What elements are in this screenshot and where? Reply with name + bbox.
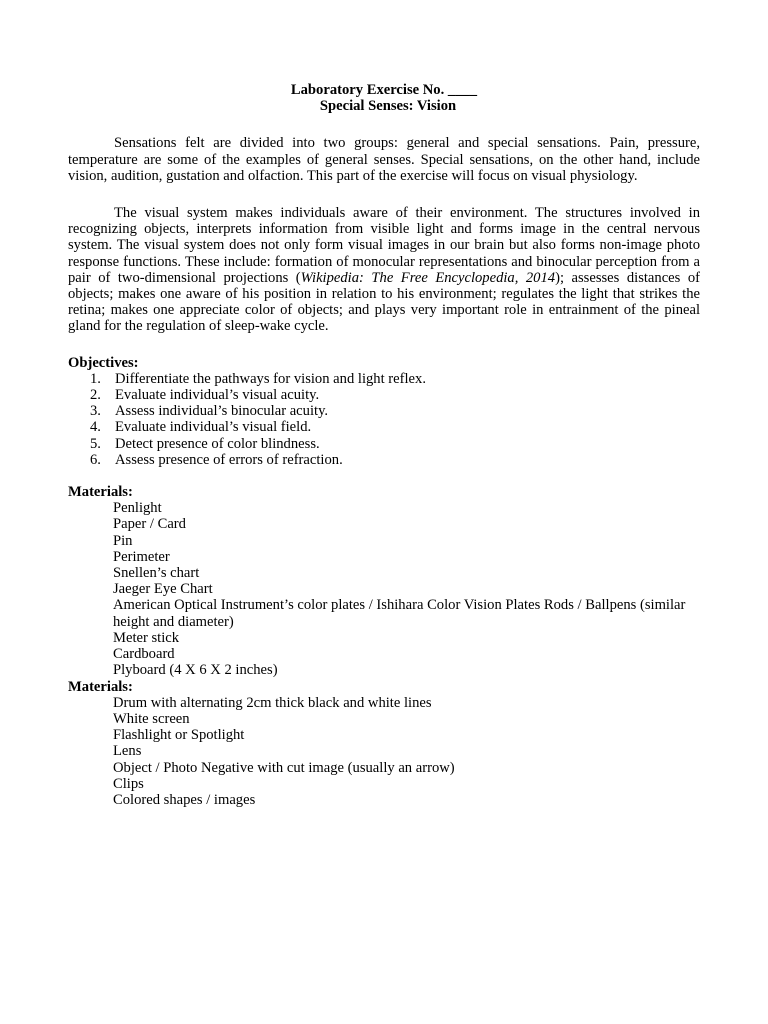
- objective-item: [68, 436, 700, 452]
- material-item: Clips: [113, 775, 144, 792]
- exercise-number-title: Laboratory Exercise No. ____: [290, 82, 478, 98]
- material-item: Penlight: [113, 500, 162, 517]
- visual-system-text-start: The visual system makes individuals aware of their environment. The structures involved in recognizing objects, interprets information from visible light and forms image in the central nervous system. The visual system does not only form visual images in our brain but also forms non-image photo response functions. These include: formation of monocular representations and binocular perception from a pair of two-dimensional projections (: [68, 205, 700, 286]
- material-item: Cardboard: [113, 646, 175, 663]
- objective-item: [68, 403, 700, 419]
- material-item: Meter stick: [113, 629, 180, 646]
- material-item: Jaeger Eye Chart: [113, 581, 213, 598]
- material-item: White screen: [113, 710, 190, 727]
- materials-heading-2: Materials:: [68, 678, 133, 695]
- materials-list-2: [68, 695, 700, 808]
- objectives-heading: Objectives:: [68, 354, 139, 371]
- objective-number: 4.: [90, 419, 101, 436]
- objective-number: 5.: [90, 435, 101, 452]
- objective-text: Detect presence of color blindness.: [115, 435, 320, 452]
- material-item: Lens: [113, 743, 142, 760]
- materials-heading: Materials:: [68, 484, 133, 501]
- objective-number: 1.: [90, 370, 101, 387]
- material-item: Drum with alternating 2cm thick black and white lines: [113, 694, 432, 711]
- material-item: Pin: [113, 532, 133, 549]
- objective-number: 6.: [90, 451, 101, 468]
- citation: Wikipedia: The Free Encyclopedia, 2014: [300, 269, 556, 286]
- materials-list: [68, 500, 700, 678]
- material-item: Flashlight or Spotlight: [113, 727, 245, 744]
- objectives-list: [68, 371, 700, 468]
- objective-item: [68, 452, 700, 468]
- intro-paragraph: Sensations felt are divided into two groups: general and special sensations. Pain, pressure, temperature are some of the examples of general senses. Special sensations, on the other hand, include vision, audition, gustation and olfaction. This part of the exercise will focus on visual physiology.: [68, 135, 700, 184]
- objective-text: Assess individual’s binocular acuity.: [115, 403, 329, 420]
- objective-number: 3.: [90, 403, 101, 420]
- document-page: [68, 82, 700, 808]
- objective-item: [68, 387, 700, 403]
- objective-text: Assess presence of errors of refraction.: [115, 451, 343, 468]
- material-item: Perimeter: [113, 548, 170, 565]
- objective-text: Evaluate individual’s visual acuity.: [115, 387, 320, 404]
- objective-item: [68, 419, 700, 435]
- material-item: Paper / Card: [113, 516, 186, 533]
- exercise-subject-title: Special Senses: Vision: [319, 98, 457, 115]
- document-title: [68, 82, 700, 114]
- visual-system-paragraph: [68, 205, 700, 335]
- material-item: Colored shapes / images: [113, 791, 256, 808]
- objective-number: 2.: [90, 387, 101, 404]
- objective-text: Differentiate the pathways for vision and light reflex.: [115, 370, 426, 387]
- material-item: Object / Photo Negative with cut image (usually an arrow): [113, 759, 455, 776]
- material-item: Snellen’s chart: [113, 565, 200, 582]
- visual-system-text-end: ); assesses distances of objects; makes one aware of his position in relation to his environment; regulates the light that strikes the retina; makes one appreciate color of objects; and plays very important role in entrainment of the pineal gland for the regulation of sleep-wake cycle.: [68, 269, 700, 335]
- objective-text: Evaluate individual’s visual field.: [115, 419, 312, 436]
- objective-item: [68, 371, 700, 387]
- material-item: Plyboard (4 X 6 X 2 inches): [113, 662, 278, 679]
- material-item: American Optical Instrument’s color plates / Ishihara Color Vision Plates Rods / Ballpens (similar height and diameter): [113, 597, 686, 630]
